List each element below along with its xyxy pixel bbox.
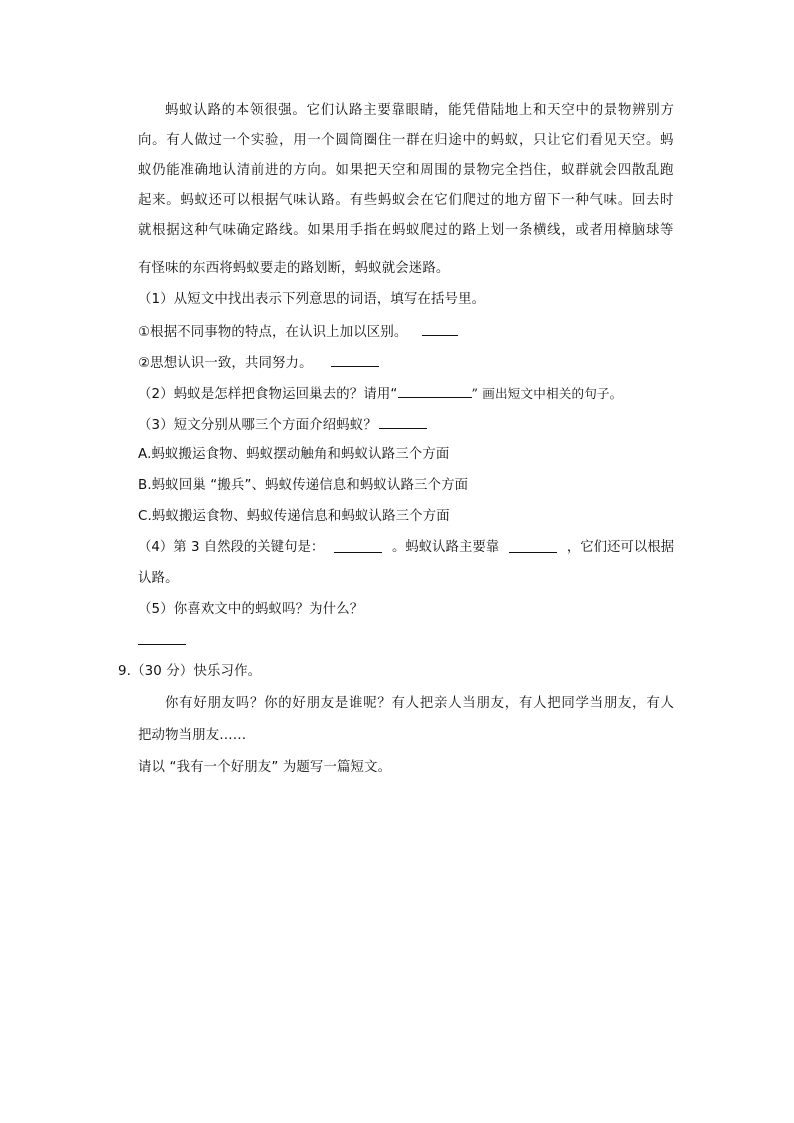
question-1: （1）从短文中找出表示下列意思的词语，填写在括号里。 [138,292,486,307]
question-2 [138,383,622,405]
option-a[interactable]: A.蚂蚁搬运食物、蚂蚁摆动触角和蚂蚁认路三个方面 [138,447,450,462]
question-4 [138,538,674,558]
question-1-item-a-text: ①根据不同事物的特点，在认识上加以区别。 [138,325,408,340]
question-5: （5）你喜欢文中的蚂蚁吗？为什么？ [138,602,364,617]
passage-line: 起 来 。 蚂 蚁 还 可 以 根 据 气 味 认 路 。 有 些 蚂 蚁 会 在 它 们 爬 过 的 地 方 留 下 一 种 气 味 。 回 去 时 [138,193,674,208]
question-3-text: （3）短文分别从哪三个方面介绍蚂蚁？ [138,418,377,433]
question-5-answer [138,630,186,652]
problem-9-body [138,694,674,714]
answer-blank[interactable] [334,538,382,553]
passage-line: 蚂 蚁 认 路 的 本 领 很 强 。 它 们 认 路 主 要 靠 眼 睛 ， 能 凭 借 陆 地 上 和 天 空 中 的 景 物 辨 别 方 [165,103,674,118]
passage-line-last: 有怪味的东西将蚂蚁要走的路划断，蚂蚁就会迷路。 [138,261,450,276]
problem-9-line: 你 有 好 朋 友 吗 ？ 你 的 好 朋 友 是 谁 呢 ？ 有 人 把 亲 人 当 朋 友 ， 有 人 把 同 学 当 朋 友 ， 有 人 [165,696,674,711]
answer-blank[interactable] [331,352,379,367]
question-4-text-c: ，它们还可以根据 [566,540,674,555]
problem-9-line-2: 把动物当朋友…… [138,728,247,743]
question-4-text-b: 。蚂蚁认路主要靠 [392,540,500,555]
problem-9-instruction: 请以 “我有一个好朋友” 为题写一篇短文。 [138,760,392,775]
question-1-item-b [138,352,379,374]
problem-9-header: 9.（30 分）快乐习作。 [118,664,262,679]
question-1-item-a [138,321,458,343]
passage-line: 蚁 仍 能 准 确 地 认 清 前 进 的 方 向 。 如 果 把 天 空 和 周 围 的 景 物 完 全 挡 住 ， 蚁 群 就 会 四 散 乱 跑 [138,163,674,178]
question-1-item-b-text: ②思想认识一致，共同努力。 [138,356,313,371]
question-4-line [138,538,674,558]
question-4-text-a: （4）第 3 自然段的关键句是： [138,540,325,555]
underline-sample [398,383,472,398]
question-2-text: （2）蚂蚁是怎样把食物运回巢去的？请用“ [138,387,398,402]
question-3 [138,414,427,436]
option-b[interactable]: B.蚂蚁回巢 “搬兵”、蚂蚁传递信息和蚂蚁认路三个方面 [138,478,469,493]
passage-line: 就 根 据 这 种 气 味 确 定 路 线 。 如 果 用 手 指 在 蚂 蚁 爬 过 的 路 上 划 一 条 横 线 ， 或 者 用 樟 脑 球 等 [138,223,674,238]
passage-line: 向 。 有 人 做 过 一 个 实 验 ， 用 一 个 圆 筒 圈 住 一 群 在 归 途 中 的 蚂 蚁 ， 只 让 它 们 看 见 天 空 。 蚂 [138,133,674,148]
answer-blank[interactable] [379,414,427,429]
passage-paragraph [138,101,674,241]
answer-blank[interactable] [509,538,557,553]
question-4-tail: 认路。 [138,571,179,586]
question-2-tail: ” 画出短文中相关的句子。 [471,386,623,401]
answer-blank[interactable] [138,630,186,645]
option-c[interactable]: C.蚂蚁搬运食物、蚂蚁传递信息和蚂蚁认路三个方面 [138,509,450,524]
answer-blank[interactable] [422,321,458,336]
